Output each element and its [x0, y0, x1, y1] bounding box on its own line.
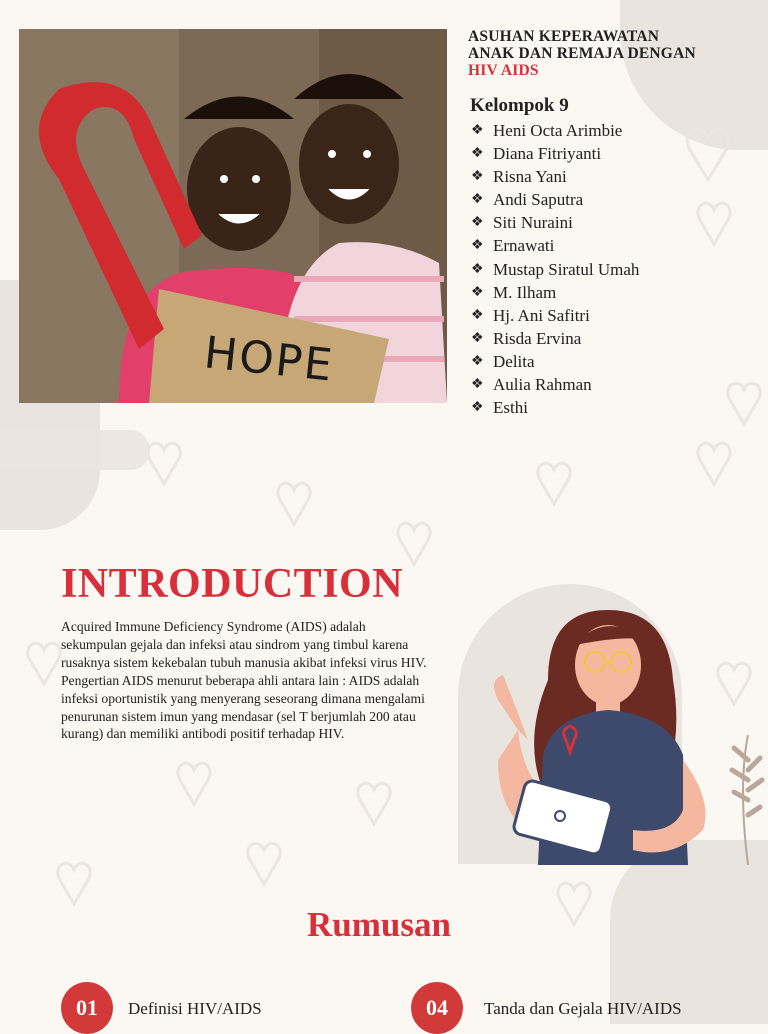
list-item: ❖ Hj. Ani Safitri	[471, 304, 639, 327]
list-item: ❖ Risna Yani	[471, 165, 639, 188]
diamond-bullet-icon: ❖	[471, 307, 484, 323]
item-number-badge: 04	[411, 982, 463, 1034]
diamond-bullet-icon: ❖	[471, 215, 484, 231]
list-item: ❖ Siti Nuraini	[471, 211, 639, 234]
hope-sign-text: HOPE	[201, 327, 337, 392]
diamond-bullet-icon: ❖	[471, 192, 484, 208]
diamond-bullet-icon: ❖	[471, 377, 484, 393]
group-title: Kelompok 9	[470, 95, 569, 116]
list-item: ❖ Delita	[471, 350, 639, 373]
diamond-bullet-icon: ❖	[471, 353, 484, 369]
title-line-3: HIV AIDS	[468, 62, 539, 79]
list-item: ❖ Mustap Siratul Umah	[471, 258, 639, 281]
title-line-2: ANAK DAN REMAJA DENGAN	[468, 45, 696, 62]
presentation-title	[468, 28, 758, 79]
bg-blob-left-mid	[0, 430, 150, 470]
diamond-bullet-icon: ❖	[471, 169, 484, 185]
list-item: ❖ Diana Fitriyanti	[471, 142, 639, 165]
diamond-bullet-icon: ❖	[471, 284, 484, 300]
rumusan-item-label: Definisi HIV/AIDS	[128, 999, 262, 1018]
list-item: ❖ Heni Octa Arimbie	[471, 119, 639, 142]
list-item: ❖ Esthi	[471, 396, 639, 419]
hero-photo	[19, 29, 447, 403]
list-item: ❖ Andi Saputra	[471, 188, 639, 211]
diamond-bullet-icon: ❖	[471, 146, 484, 162]
item-number-badge: 01	[61, 982, 113, 1034]
rumusan-heading: Rumusan	[307, 905, 451, 944]
diamond-bullet-icon: ❖	[471, 238, 484, 254]
nurse-illustration-icon	[458, 590, 768, 865]
diamond-bullet-icon: ❖	[471, 123, 484, 138]
title-line-1: ASUHAN KEPERAWATAN	[468, 28, 660, 45]
introduction-heading: INTRODUCTION	[61, 561, 404, 607]
list-item: ❖ Ernawati	[471, 234, 639, 257]
member-list	[471, 119, 639, 419]
introduction-body: Acquired Immune Deficiency Syndrome (AIDS) adalah sekumpulan gejala dan infeksi atau sindrom yang timbul karena rusaknya sistem kekebalan tubuh manusia akibat infeksi virus HIV. Pengertian AIDS menurut beberapa ahli antara lain : AIDS adalah infeksi oportunistik yang menyerang seseorang dimana mengalami penurunan sistem imun yang mendasar (sel T berjumlah 200 atau kurang) dan memiliki antibodi positif terhadap HIV.	[61, 619, 427, 742]
list-item: ❖ M. Ilham	[471, 281, 639, 304]
diamond-bullet-icon: ❖	[471, 400, 484, 416]
list-item: ❖ Aulia Rahman	[471, 373, 639, 396]
diamond-bullet-icon: ❖	[471, 261, 484, 277]
rumusan-item-label: Tanda dan Gejala HIV/AIDS	[484, 999, 682, 1018]
diamond-bullet-icon: ❖	[471, 330, 484, 346]
list-item: ❖ Risda Ervina	[471, 327, 639, 350]
